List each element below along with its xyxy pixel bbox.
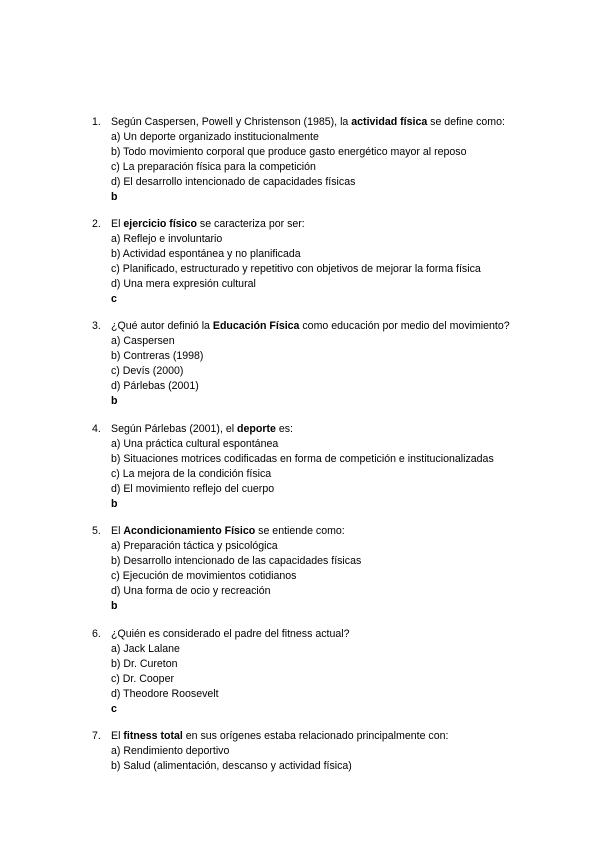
question-text bbox=[92, 319, 562, 334]
option: b) Dr. Cureton bbox=[111, 658, 178, 670]
question-keyword: Acondicionamiento Físico bbox=[123, 525, 256, 537]
question-pre: ¿Qué autor definió la bbox=[111, 320, 213, 332]
option: d) El movimiento reflejo del cuerpo bbox=[111, 483, 275, 495]
option: d) Una mera expresión cultural bbox=[111, 278, 256, 290]
question-post: en sus orígenes estaba relacionado principalmente con: bbox=[182, 730, 449, 742]
question-7 bbox=[92, 729, 562, 774]
question-text bbox=[92, 729, 562, 744]
question-text bbox=[92, 217, 562, 232]
question-pre: ¿Quién es considerado el padre del fitness actual? bbox=[111, 628, 350, 640]
question-5 bbox=[92, 524, 562, 614]
question-pre: Según Caspersen, Powell y Christenson (1985), la bbox=[111, 116, 352, 128]
question-4 bbox=[92, 422, 562, 512]
option: b) Situaciones motrices codificadas en forma de competición e institucionalizadas bbox=[111, 453, 494, 465]
option: a) Jack Lalane bbox=[111, 643, 180, 655]
option: a) Reflejo e involuntario bbox=[111, 233, 223, 245]
answer: b bbox=[111, 395, 118, 407]
question-number: 4. bbox=[92, 423, 101, 435]
option: d) Theodore Roosevelt bbox=[111, 688, 219, 700]
answer: c bbox=[111, 703, 117, 715]
question-keyword: fitness total bbox=[123, 730, 183, 742]
option: a) Preparación táctica y psicológica bbox=[111, 540, 278, 552]
question-post: es: bbox=[275, 423, 293, 435]
option: b) Contreras (1998) bbox=[111, 350, 204, 362]
option: c) Devís (2000) bbox=[111, 365, 184, 377]
question-pre: El bbox=[111, 730, 124, 742]
option: b) Salud (alimentación, descanso y actividad física) bbox=[111, 760, 352, 772]
question-number: 1. bbox=[92, 116, 101, 128]
question-keyword: actividad física bbox=[351, 116, 428, 128]
option: d) Párlebas (2001) bbox=[111, 380, 199, 392]
question-text bbox=[92, 115, 562, 130]
question-number: 6. bbox=[92, 628, 101, 640]
answer: c bbox=[111, 293, 117, 305]
question-post: como educación por medio del movimiento? bbox=[299, 320, 510, 332]
question-post: se entiende como: bbox=[255, 525, 345, 537]
question-number: 7. bbox=[92, 730, 101, 742]
option: d) El desarrollo intencionado de capacidades físicas bbox=[111, 176, 356, 188]
question-number: 3. bbox=[92, 320, 101, 332]
question-keyword: ejercicio físico bbox=[123, 218, 197, 230]
answer: b bbox=[111, 600, 118, 612]
option: c) La preparación física para la competición bbox=[111, 161, 316, 173]
option: c) Ejecución de movimientos cotidianos bbox=[111, 570, 297, 582]
question-number: 5. bbox=[92, 525, 101, 537]
option: a) Una práctica cultural espontánea bbox=[111, 438, 279, 450]
question-pre: El bbox=[111, 218, 124, 230]
option: c) Planificado, estructurado y repetitivo con objetivos de mejorar la forma física bbox=[111, 263, 481, 275]
question-1 bbox=[92, 115, 562, 205]
question-text bbox=[92, 627, 562, 642]
option: b) Desarrollo intencionado de las capacidades físicas bbox=[111, 555, 362, 567]
option: a) Un deporte organizado institucionalmente bbox=[111, 131, 319, 143]
option: b) Actividad espontánea y no planificada bbox=[111, 248, 301, 260]
option: c) La mejora de la condición física bbox=[111, 468, 272, 480]
question-keyword: Educación Física bbox=[212, 320, 300, 332]
question-text bbox=[92, 422, 562, 437]
question-number: 2. bbox=[92, 218, 101, 230]
answer: b bbox=[111, 498, 118, 510]
question-keyword: deporte bbox=[237, 423, 276, 435]
question-post: se caracteriza por ser: bbox=[196, 218, 305, 230]
answer: b bbox=[111, 191, 118, 203]
option: c) Dr. Cooper bbox=[111, 673, 174, 685]
question-6 bbox=[92, 627, 562, 717]
question-pre: El bbox=[111, 525, 124, 537]
option: b) Todo movimiento corporal que produce gasto energético mayor al reposo bbox=[111, 146, 467, 158]
option: a) Rendimiento deportivo bbox=[111, 745, 230, 757]
question-2 bbox=[92, 217, 562, 307]
option: d) Una forma de ocio y recreación bbox=[111, 585, 271, 597]
question-text bbox=[92, 524, 562, 539]
question-3 bbox=[92, 319, 562, 409]
option: a) Caspersen bbox=[111, 335, 175, 347]
question-pre: Según Párlebas (2001), el bbox=[111, 423, 238, 435]
question-post: se define como: bbox=[427, 116, 505, 128]
